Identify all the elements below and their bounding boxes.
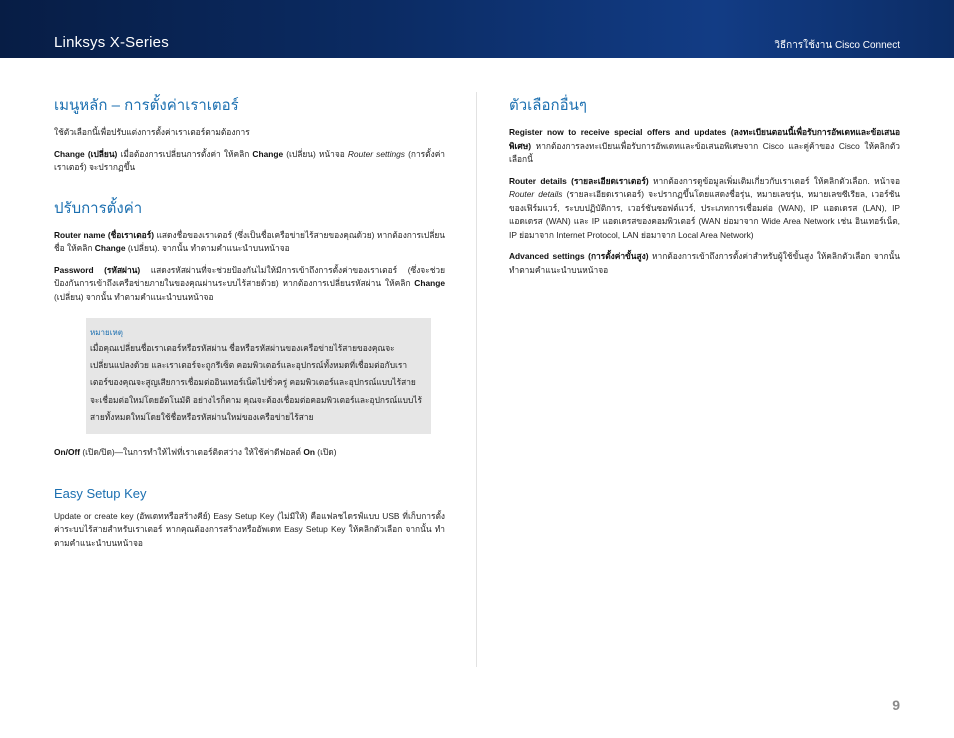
router-details-paragraph xyxy=(509,175,900,243)
easy-setup-heading: Easy Setup Key xyxy=(54,485,147,501)
router-details-text1: หากต้องการดูข้อมูลเพิ่มเติมเกี่ยวกับเราเตอร์ ให้คลิกตัวเลือก. หน้าจอ xyxy=(648,175,900,186)
settings-heading: ปรับการตั้งค่า xyxy=(54,199,143,217)
register-text: หากต้องการลงทะเบียนเพื่อรับการอัพเดทและข้อเสนอพิเศษจาก Cisco และคู่ค้าของ Cisco ให้คลิกตัวเลือกนี้ xyxy=(509,140,900,164)
password-paragraph xyxy=(54,264,445,305)
router-details-label: Router details (รายละเอียดเราเตอร์) xyxy=(509,175,649,186)
note-body: เมื่อคุณเปลี่ยนชื่อเราเตอร์หรือรหัสผ่าน ชื่อหรือรหัสผ่านของเครือข่ายไร้สายของคุณจะเปลี่ยนแปลงด้วย และเราเตอร์จะถูกรีเซ็ต คอมพิวเตอร์และอุปกรณ์ทั้งหมดที่เชื่อมต่อกับเราเตอร์ของคุณจะสูญเสียการเชื่อมต่ออินเทอร์เน็ตไปชั่วครู่ คอมพิวเตอร์และอุปกรณ์แบบไร้สายจะเชื่อมต่อใหม่โดยอัตโนมัติ อย่างไรก็ตาม คุณจะต้องเชื่อมต่อคอมพิวเตอร์และอุปกรณ์แบบไร้สายทั้งหมดใหม่โดยใช้ชื่อหรือรหัสผ่านใหม่ของเครือข่ายไร้สาย xyxy=(90,343,422,422)
router-name-label: Router name (ชื่อเราเตอร์) xyxy=(54,229,155,240)
router-name-text2: (เปลี่ยน). จากนั้น ทำตามคำแนะนำบนหน้าจอ xyxy=(125,243,290,253)
password-text1: แสดงรหัสผ่านที่จะช่วยป้องกันไม่ให้มีการเข้าถึงการตั้งค่าของเราเตอร์ (ซึ่งจะช่วยป้องกันการเข้าถึงเครือข่ายภายในของคุณผ่านระบบไร้สายด้วย) หากต้องการเปลี่ยนรหัสผ่าน ให้คลิก xyxy=(54,264,445,288)
change-text1: เมื่อต้องการเปลี่ยนการตั้งค่า ให้คลิก xyxy=(117,148,253,159)
column-divider xyxy=(476,92,477,667)
onoff-text1: (เปิด/ปิด)—ในการทำให้ไฟที่เราเตอร์ติดสว่าง ให้ใช้ค่าดีฟอลต์ xyxy=(80,447,304,458)
easy-setup-paragraph: Update or create key (อัพเดทหรือสร้างคีย์) Easy Setup Key (ไม่มีให้) คือแฟลชไดรฟ์แบบ USB ที่เก็บการตั้งค่าระบบไร้สายสำหรับเราเตอร์ หากคุณต้องการสร้างหรืออัพเดท Easy Setup Key ให้คลิกตัวเลือก จากนั้น ทำตามคำแนะนำบนหน้าจอ xyxy=(54,510,445,548)
change-bold: Change xyxy=(252,148,284,159)
router-name-bold: Change xyxy=(94,243,126,253)
register-label: Register now to receive special offers and updates (ลงทะเบียนตอนนี้เพื่อรับการอัพเดทและข้อเสนอพิเศษ) xyxy=(509,127,900,151)
right-column xyxy=(509,96,900,285)
note-title: หมายเหตุ xyxy=(90,328,123,337)
router-details-text2: (รายละเอียดเราเตอร์) จะปรากฏขึ้นโดยแสดงชื่อรุ่น, หมายเลขรุ่น, หมายเลขซีเรียล, เวอร์ชันของเฟิร์มแวร์, ระบบปฏิบัติการ, เวอร์ชันซอฟต์แวร์, ประเภทการเชื่อมต่อ (WAN), IP แอดเดรส (LAN), IP แอดเดรส (WAN) และ IP แอดเดรสของคอมพิวเตอร์ (WAN ย่อมาจาก Wide Area Network เช่น อินเทอร์เน็ต, IP ย่อมาจาก Internet Protocol, LAN ย่อมาจาก Local Area Network) xyxy=(509,189,900,240)
password-bold: Change xyxy=(414,278,445,288)
other-options-heading: ตัวเลือกอื่นๆ xyxy=(509,97,587,114)
change-paragraph xyxy=(54,148,445,175)
change-italic: Router settings xyxy=(347,148,405,159)
page-number: 9 xyxy=(892,697,900,713)
router-name-text1: แสดงชื่อของเราเตอร์ (ซึ่งเป็นชื่อเครือข่ายไร้สายของคุณด้วย) หากต้องการเปลี่ยนชื่อ ให้คลิก xyxy=(54,229,445,253)
password-text2: (เปลี่ยน) จากนั้น ทำตามคำแนะนำบนหน้าจอ xyxy=(54,291,214,302)
note-box xyxy=(86,318,431,434)
guide-title: วิธีการใช้งาน Cisco Connect xyxy=(774,40,900,51)
brand-title: Linksys X-Series xyxy=(54,34,169,51)
router-details-italic: Router details xyxy=(509,189,563,199)
change-text3: (การตั้งค่าเราเตอร์) จะปรากฏขึ้น xyxy=(54,148,446,172)
change-text2: (เปลี่ยน) หน้าจอ xyxy=(283,148,348,159)
register-paragraph xyxy=(509,126,900,167)
menu-intro: ใช้ตัวเลือกนี้เพื่อปรับแต่งการตั้งค่าเราเตอร์ตามต้องการ xyxy=(54,127,250,137)
password-label: Password (รหัสผ่าน) xyxy=(54,264,141,275)
change-label: Change (เปลี่ยน) xyxy=(54,148,118,159)
onoff-label: On/Off xyxy=(54,447,81,458)
advanced-text: หากต้องการเข้าถึงการตั้งค่าสำหรับผู้ใช้ขั้นสูง ให้คลิกตัวเลือก จากนั้น ทำตามคำแนะนำบนหน้าจอ xyxy=(509,251,900,275)
menu-heading: เมนูหลัก – การตั้งค่าเราเตอร์ xyxy=(54,97,239,114)
onoff-bold: On xyxy=(303,447,315,458)
advanced-label: Advanced settings (การตั้งค่าขั้นสูง) xyxy=(509,251,649,261)
onoff-text2: (เปิด) xyxy=(314,447,337,458)
advanced-paragraph xyxy=(509,250,900,277)
onoff-paragraph xyxy=(54,446,445,460)
header-bar xyxy=(0,0,954,58)
left-column xyxy=(54,96,445,558)
router-name-paragraph xyxy=(54,229,445,256)
